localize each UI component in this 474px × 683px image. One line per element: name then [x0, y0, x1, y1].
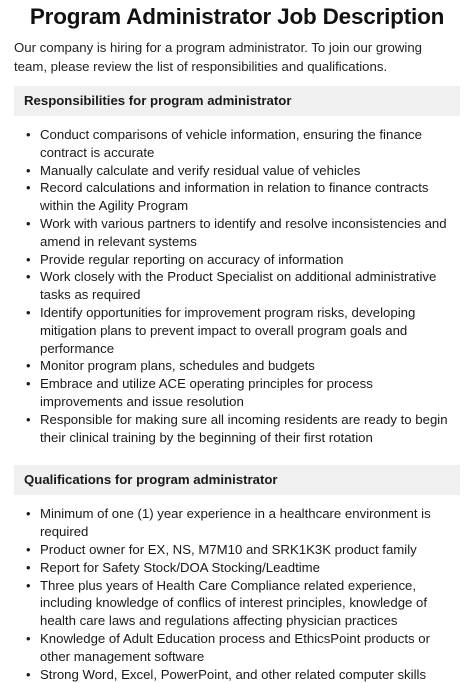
list-item	[14, 559, 460, 577]
list-item	[14, 666, 460, 683]
list-item	[14, 375, 460, 411]
intro-paragraph: Our company is hiring for a program administrator. To join our growing team, please review the list of responsibilities and qualifications.	[14, 40, 423, 74]
bullet-icon: •	[26, 251, 31, 267]
bullet-icon: •	[26, 506, 31, 522]
list-item-text: Product owner for EX, NS, M7M10 and SRK1K3K product family	[40, 541, 417, 557]
bullet-icon: •	[26, 215, 31, 231]
list-item	[14, 357, 460, 375]
bullet-icon: •	[26, 127, 31, 142]
list-item-text: Record calculations and information in relation to finance contracts within the Agility Program	[40, 180, 429, 214]
list-item-text: Report for Safety Stock/DOA Stocking/Leadtime	[40, 559, 321, 575]
list-item-text: Manually calculate and verify residual value of vehicles	[40, 162, 361, 178]
list-item	[14, 304, 460, 357]
bullet-icon: •	[26, 304, 31, 320]
responsibilities-heading: Responsibilities for program administrator	[14, 86, 460, 116]
list-item-text: Work closely with the Product Specialist on additional administrative tasks as required	[40, 269, 437, 303]
page-title: Program Administrator Job Description	[29, 4, 445, 29]
list-item-text: Work with various partners to identify and resolve inconsistencies and amend in relevant systems	[40, 215, 447, 249]
list-item	[14, 541, 460, 559]
list-item-text: Responsible for making sure all incoming residents are ready to begin their clinical training by the beginning of their first rotation	[40, 411, 448, 445]
list-item	[14, 162, 460, 180]
list-item	[14, 630, 460, 666]
list-item-text: Provide regular reporting on accuracy of information	[40, 251, 344, 267]
bullet-icon: •	[26, 162, 31, 178]
list-item	[14, 505, 460, 541]
list-item-text: Monitor program plans, schedules and budgets	[40, 358, 315, 374]
bullet-icon: •	[26, 376, 31, 392]
list-item-text: Three plus years of Health Care Compliance related experience, including knowledge of conflics of interest principles, knowledge of health care laws and regulations affecting physician practices	[40, 577, 428, 629]
qualifications-heading: Qualifications for program administrator	[14, 465, 460, 495]
bullet-icon: •	[26, 180, 31, 196]
list-item	[14, 215, 460, 251]
list-item-text: Conduct comparisons of vehicle information, ensuring the finance contract is accurate	[40, 127, 422, 160]
responsibilities-list	[14, 126, 460, 446]
list-item-text: Minimum of one (1) year experience in a healthcare environment is required	[40, 506, 431, 540]
list-item	[14, 577, 460, 630]
bullet-icon: •	[26, 411, 31, 427]
list-item-text: Strong Word, Excel, PowerPoint, and other related computer skills	[40, 666, 427, 682]
bullet-icon: •	[26, 541, 31, 557]
qualifications-list	[14, 505, 460, 683]
list-item	[14, 411, 460, 447]
bullet-icon: •	[26, 559, 31, 575]
list-item	[14, 126, 460, 162]
list-item-text: Knowledge of Adult Education process and EthicsPoint products or other management software	[40, 630, 431, 664]
list-item	[14, 251, 460, 269]
bullet-icon: •	[26, 358, 31, 374]
list-item-text: Embrace and utilize ACE operating principles for process improvements and issue resolution	[40, 376, 373, 409]
list-item	[14, 268, 460, 304]
bullet-icon: •	[26, 577, 31, 593]
bullet-icon: •	[26, 666, 31, 682]
bullet-icon: •	[26, 269, 31, 285]
list-item-text: Identify opportunities for improvement program risks, developing mitigation plans to prevent impact to overall program goals and performance	[40, 304, 416, 356]
bullet-icon: •	[26, 630, 31, 646]
list-item	[14, 179, 460, 215]
